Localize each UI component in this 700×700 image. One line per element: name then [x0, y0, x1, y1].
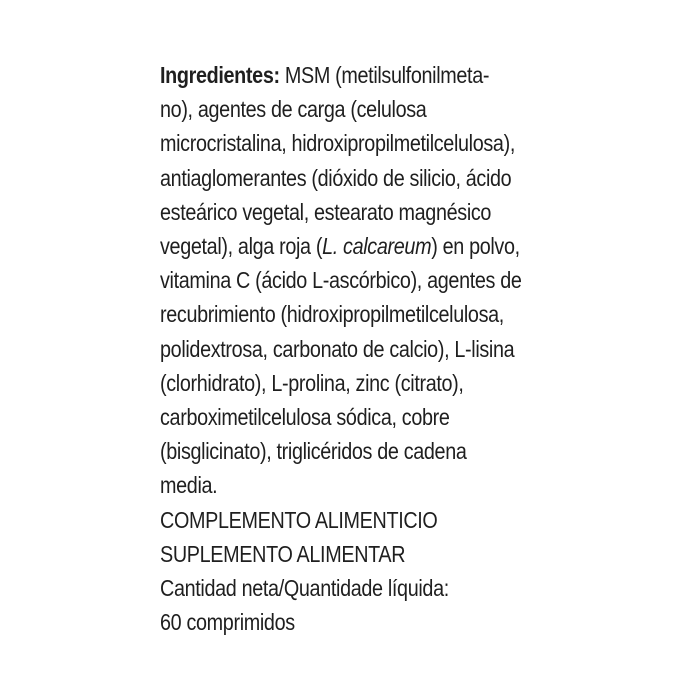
- ingredients-line-4: antiaglomerantes (dióxido de silicio, ácido: [160, 164, 512, 191]
- ingredients-line-10: (clorhidrato), L-prolina, zinc (citrato),: [160, 369, 464, 396]
- ingredients-line-7: vitamina C (ácido L-ascórbico), agentes de: [160, 267, 522, 294]
- ingredients-text: vegetal), alga roja (: [160, 233, 323, 260]
- product-type-es: COMPLEMENTO ALIMENTICIO: [160, 506, 438, 533]
- ingredients-line-13: media.: [160, 472, 218, 499]
- net-quantity-value: 60 comprimidos: [160, 609, 295, 636]
- ingredients-line-6: [160, 229, 521, 263]
- ingredients-line-1: [160, 58, 521, 92]
- ingredients-line-9: polidextrosa, carbonato de calcio), L-lisina: [160, 335, 515, 362]
- ingredients-line-11: carboximetilcelulosa sódica, cobre: [160, 404, 450, 431]
- ingredients-text: ) en polvo,: [431, 233, 520, 260]
- ingredients-line-3: microcristalina, hidroxipropilmetilcelulosa),: [160, 130, 515, 157]
- ingredients-line-12: (bisglicinato), triglicéridos de cadena: [160, 438, 467, 465]
- ingredients-text: MSM (metilsulfonilmeta-: [279, 62, 490, 88]
- ingredients-line-8: recubrimiento (hidroxipropilmetilcelulosa,: [160, 301, 504, 328]
- ingredients-heading: Ingredientes:: [160, 62, 280, 88]
- product-type-pt: SUPLEMENTO ALIMENTAR: [160, 540, 406, 567]
- ingredients-line-5: esteárico vegetal, estearato magnésico: [160, 198, 492, 225]
- ingredients-line-2: no), agentes de carga (celulosa: [160, 96, 427, 123]
- species-name: L. calcareum: [322, 233, 432, 260]
- net-quantity-label: Cantidad neta/Quantidade líquida:: [160, 575, 449, 602]
- ingredients-label: [160, 58, 521, 639]
